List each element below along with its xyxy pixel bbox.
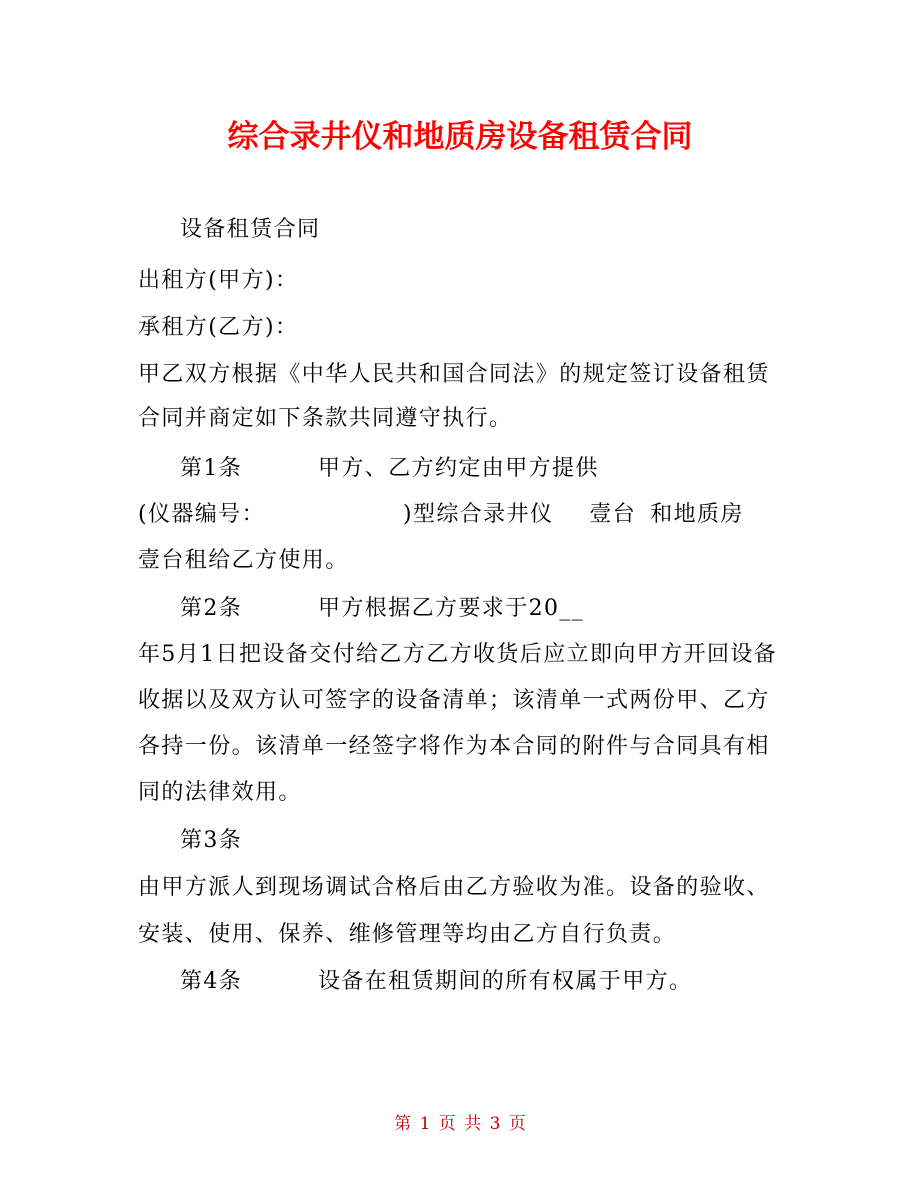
article-1-label: 第1条 (180, 456, 243, 481)
instrument-type: )型综合录井仪 (402, 502, 554, 527)
article-2-line-2: 年5月1日把设备交付给乙方乙方收货后应立即向甲方开回设备 (138, 642, 778, 667)
article-4-text: 设备在租赁期间的所有权属于甲方。 (318, 969, 693, 994)
footer-total-pages: 3 (489, 1114, 501, 1134)
article-2-text: 甲方根据乙方要求于20__ (318, 596, 585, 621)
article-2-line-5: 同的法律效用。 (138, 780, 302, 805)
article-3-line-3: 安装、使用、保养、维修管理等均由乙方自行负责。 (138, 922, 677, 947)
article-3-line-2: 由甲方派人到现场调试合格后由乙方验收为准。设备的验收、 (138, 875, 770, 900)
preamble-line-1: 甲乙双方根据《中华人民共和国合同法》的规定签订设备租赁 (138, 362, 770, 387)
doc-heading: 设备租赁合同 (180, 217, 321, 242)
footer-page-number: 1 (419, 1114, 431, 1134)
footer-middle: 页 共 (438, 1114, 482, 1134)
geology-room: 和地质房 (650, 502, 744, 527)
instrument-count: 壹台 (589, 502, 637, 527)
footer-prefix: 第 (394, 1114, 412, 1134)
article-1-line-3: 壹台租给乙方使用。 (138, 548, 349, 573)
article-2-label: 第2条 (180, 596, 243, 621)
article-1-line-2 (138, 500, 744, 530)
document-title: 综合录井仪和地质房设备租赁合同 (227, 119, 693, 155)
article-4-label: 第4条 (180, 969, 243, 994)
instrument-number-label: (仪器编号： (138, 502, 265, 527)
footer-suffix: 页 (508, 1114, 526, 1134)
article-3-label: 第3条 (180, 828, 243, 853)
article-2-line-3: 收据以及双方认可签字的设备清单；该清单一式两份甲、乙方 (138, 688, 770, 713)
preamble-line-2: 合同并商定如下条款共同遵守执行。 (138, 406, 513, 431)
lessee-line: 承租方(乙方)： (138, 315, 299, 340)
article-1-text: 甲方、乙方约定由甲方提供 (318, 456, 599, 481)
lessor-line: 出租方(甲方)： (138, 268, 299, 293)
article-2-line-4: 各持一份。该清单一经签字将作为本合同的附件与合同具有相 (138, 734, 770, 759)
page-footer (0, 1112, 920, 1136)
